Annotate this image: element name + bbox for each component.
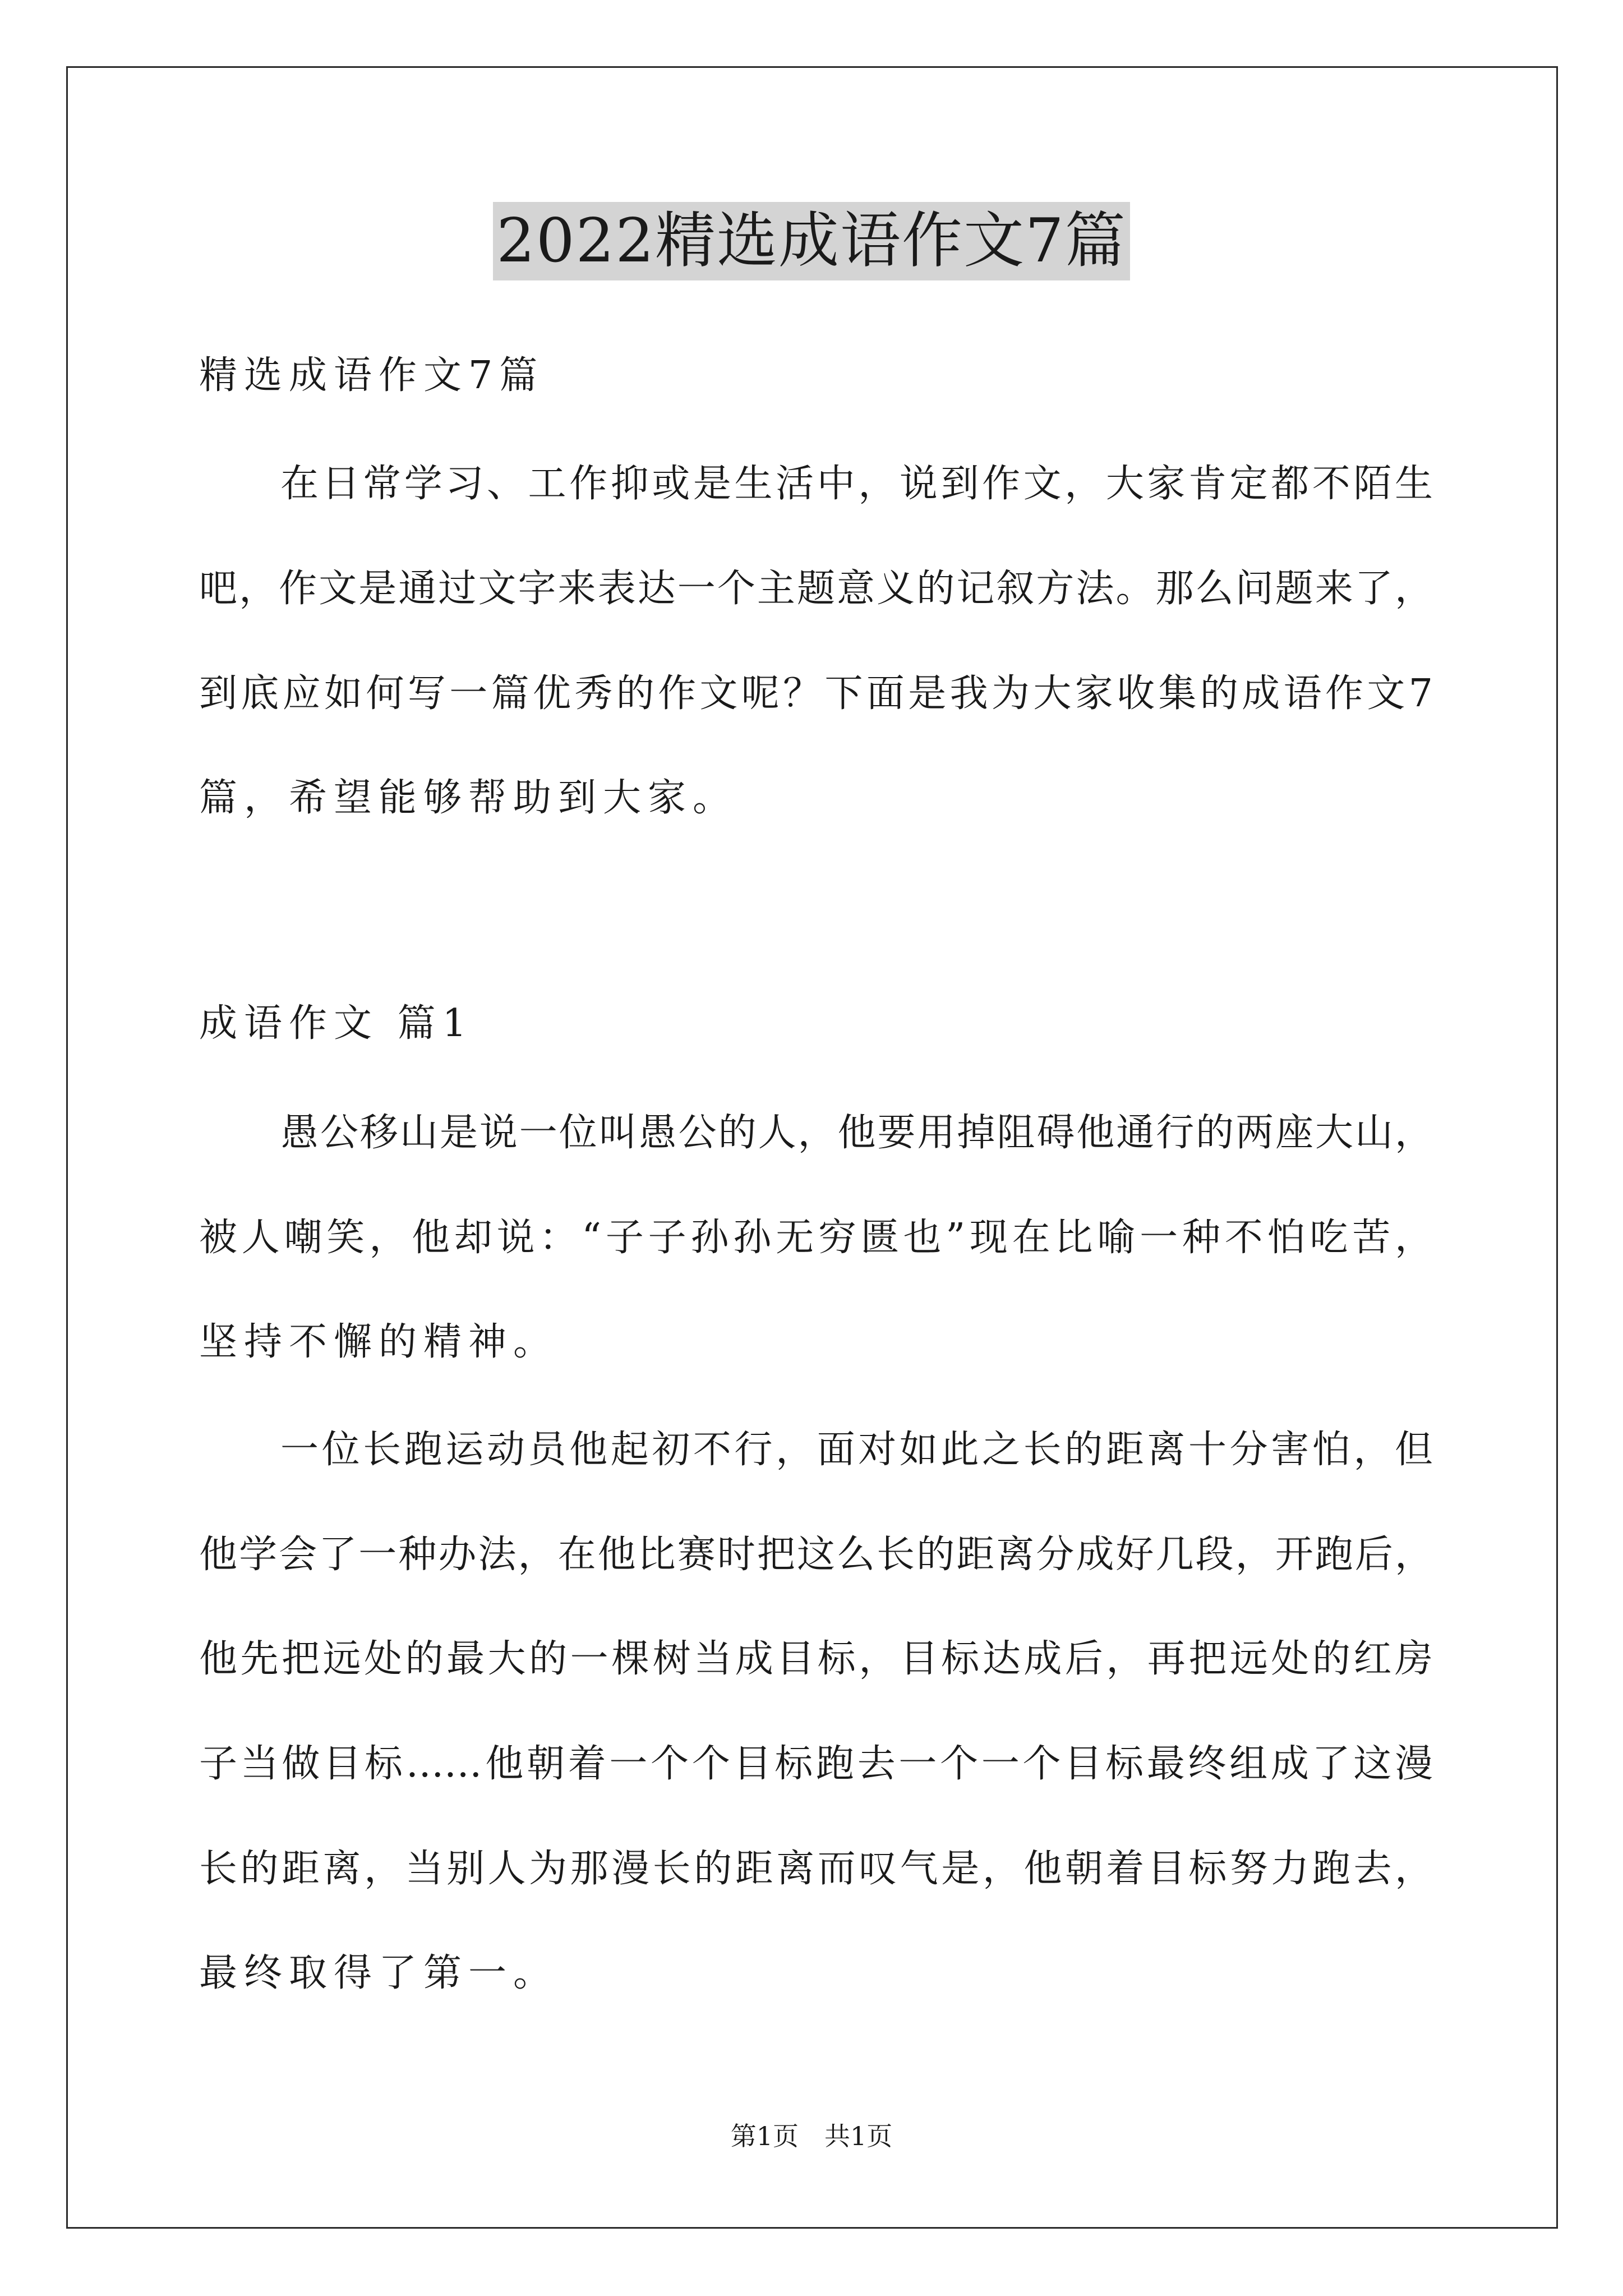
paragraph2-line-3: 他先把远处的最大的一棵树当成目标，目标达成后，再把远处的红房: [199, 1637, 1433, 1681]
intro-line-4: 篇，希望能够帮助到大家。: [199, 776, 738, 820]
page-footer: 第1页 共1页: [730, 2121, 893, 2151]
title-container: [0, 202, 1623, 280]
intro-line-3: 到底应如何写一篇优秀的作文呢？下面是我为大家收集的成语作文7: [199, 671, 1433, 716]
paragraph2-line-5: 长的距离，当别人为那漫长的距离而叹气是，他朝着目标努力跑去，: [199, 1847, 1433, 1891]
section-heading: 成语作文 篇1: [199, 1001, 473, 1046]
paragraph2-line-1: 一位长跑运动员他起初不行，面对如此之长的距离十分害怕，但: [280, 1428, 1433, 1472]
paragraph2-line-2: 他学会了一种办法，在他比赛时把这么长的距离分成好几段，开跑后，: [199, 1533, 1433, 1577]
intro-line-1: 在日常学习、工作抑或是生活中，说到作文，大家肯定都不陌生: [280, 462, 1433, 506]
paragraph2-line-4: 子当做目标……他朝着一个个目标跑去一个一个目标最终组成了这漫: [199, 1742, 1433, 1786]
intro-line-2: 吧，作文是通过文字来表达一个主题意义的记叙方法。那么问题来了，: [199, 567, 1433, 611]
paragraph1-line-3: 坚持不懈的精神。: [199, 1320, 559, 1364]
document-title: 2022精选成语作文7篇: [493, 202, 1130, 280]
paragraph2-line-6: 最终取得了第一。: [199, 1951, 559, 1995]
subtitle: 精选成语作文7篇: [199, 353, 545, 398]
paragraph1-line-1: 愚公移山是说一位叫愚公的人，他要用掉阻碍他通行的两座大山，: [280, 1111, 1433, 1155]
paragraph1-line-2: 被人嘲笑，他却说：“子子孙孙无穷匮也”现在比喻一种不怕吃苦，: [199, 1216, 1433, 1260]
